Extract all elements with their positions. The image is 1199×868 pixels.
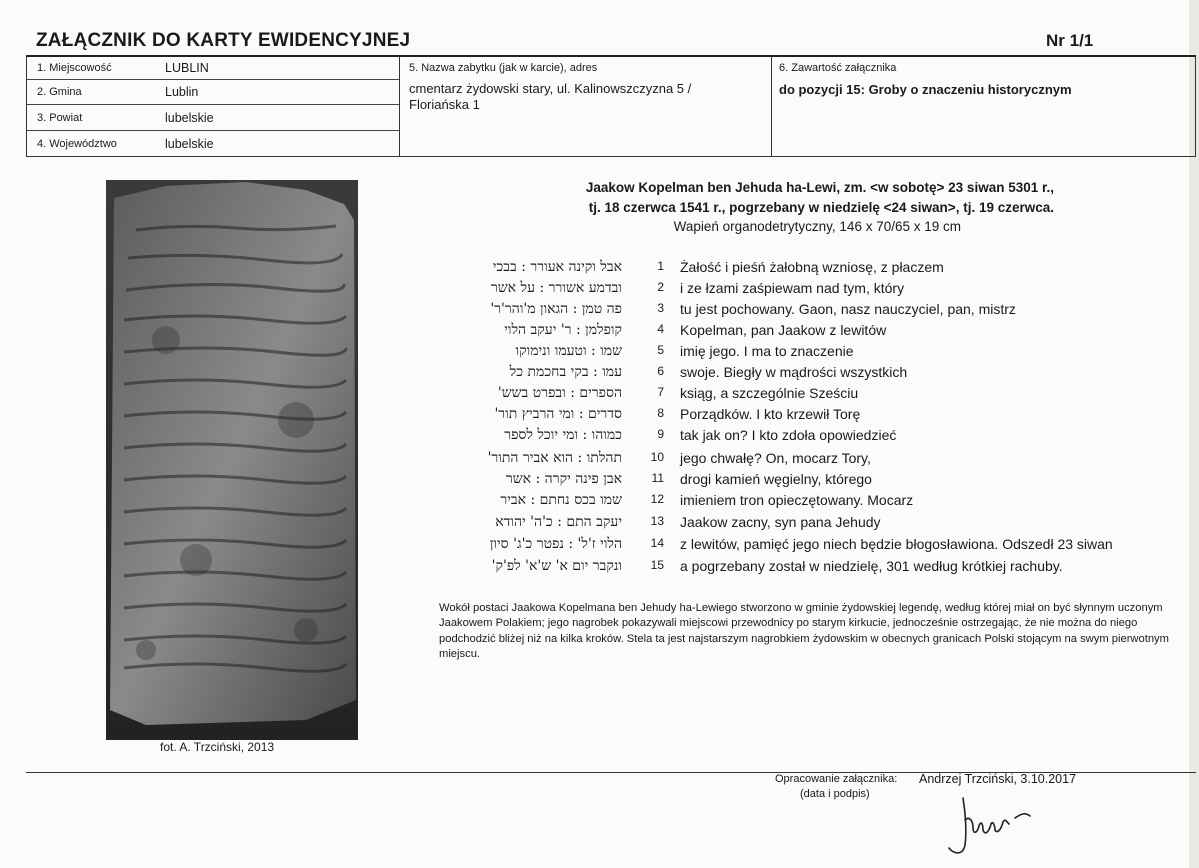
hebrew-text: שמו : וטעמו ונימוקו (515, 343, 622, 359)
legend-paragraph: Wokół postaci Jaakowa Kopelmana ben Jehudy ha-Lewiego stworzono w gminie żydowskiej legendę, według której miał on być słynnym uczonym Jaakowem Polakiem; jego nagrobek pokazywali miejscowi przewodnicy po starym kirkucie, jednocześnie ostrzegając, że nie można do niego podchodzić bliżej niż na kilka kroków. Stela ta jest najstarszym nagrobkiem żydowskim w obecnych granicach Polski stojącym na swym pierwotnym miejscu. (439, 602, 1169, 660)
inscription-line (430, 385, 1150, 406)
table-divider (771, 57, 772, 157)
inscription-line (430, 427, 1150, 448)
line-number: 11 (651, 471, 664, 485)
line-number: 8 (657, 406, 664, 420)
inscription-line (430, 280, 1150, 301)
hebrew-text: סדרים : ומי הרביץ תור' (494, 406, 622, 422)
field-value-powiat: lubelskie (165, 111, 214, 125)
field-value-miejscowosc: LUBLIN (165, 61, 209, 75)
inscription-line (430, 536, 1150, 557)
hebrew-text: אבל וקינה אעורר : בבכי (492, 259, 622, 275)
hebrew-text: שמו בכס נחתם : אביר (500, 492, 622, 508)
line-number: 15 (650, 558, 664, 572)
line-number: 14 (650, 536, 664, 550)
handwritten-signature (935, 790, 1035, 860)
hebrew-text: אבן פינה יקרה : אשר (505, 471, 622, 487)
field-label-nazwa: 5. Nazwa zabytku (jak w karcie), adres (409, 62, 598, 74)
hebrew-text: הספרים : ובפרט בשש' (497, 385, 622, 401)
hebrew-text: ונקבר יום א' ש'א' לפ'ק' (491, 558, 622, 574)
field-value-nazwa-line1: cmentarz żydowski stary, ul. Kalinowszczyzna 5 / (409, 81, 692, 96)
prepared-by-value: Andrzej Trzciński, 3.10.2017 (919, 772, 1077, 786)
line-number: 13 (650, 514, 664, 528)
hebrew-text: כמוהו : ומי יוכל לספר (504, 427, 622, 443)
hebrew-text: הלוי ז'ל' : נפטר כ'ג' סיון (489, 536, 622, 552)
inscription-line (430, 514, 1150, 535)
inscription-line (430, 558, 1150, 579)
inscription-line (430, 259, 1150, 280)
field-value-nazwa-line2: Floriańska 1 (409, 97, 480, 112)
gravestone-photo (106, 180, 358, 740)
inscription-line (430, 492, 1150, 513)
field-value-gmina: Lublin (165, 85, 199, 99)
line-number: 6 (657, 364, 664, 378)
line-number: 10 (650, 450, 664, 464)
inscription-line (430, 471, 1150, 492)
line-number: 5 (657, 343, 664, 357)
polish-translation: imię jego. I ma to znaczenie (680, 343, 854, 359)
line-number: 7 (657, 385, 664, 399)
attachment-number: Nr 1/1 (1046, 31, 1094, 50)
polish-translation: tu jest pochowany. Gaon, nasz nauczyciel, pan, mistrz (680, 301, 1016, 317)
photo-caption: fot. A. Trzciński, 2013 (160, 740, 275, 754)
field-label-wojewodztwo: 4. Województwo (37, 138, 117, 150)
document-title: ZAŁĄCZNIK DO KARTY EWIDENCYJNEJ (36, 30, 411, 51)
inscription-line (430, 450, 1150, 471)
inscription-line (430, 301, 1150, 322)
polish-translation: jego chwałę? On, mocarz Tory, (680, 450, 871, 466)
hebrew-text: יעקב התם : כ'ה' יהודא (495, 514, 622, 530)
line-number: 4 (657, 322, 664, 336)
row-divider (27, 104, 399, 105)
field-label-zawartosc: 6. Zawartość załącznika (779, 62, 897, 74)
hebrew-text: תהלתו : הוא אביר התור' (487, 450, 622, 466)
field-label-gmina: 2. Gmina (37, 86, 82, 98)
polish-translation: tak jak on? I kto zdoła opowiedzieć (680, 427, 897, 443)
line-number: 12 (650, 492, 664, 506)
grave-title-line1: Jaakow Kopelman ben Jehuda ha-Lewi, zm. <w sobotę> 23 siwan 5301 r., (585, 180, 1054, 195)
polish-translation: imieniem tron opieczętowany. Mocarz (680, 492, 914, 508)
polish-translation: Kopelman, pan Jaakow z lewitów (680, 322, 887, 338)
line-number: 3 (657, 301, 664, 315)
row-divider (27, 79, 399, 80)
hebrew-text: פה טמן : הגאון מ'והר'ר' (490, 301, 622, 317)
line-number: 2 (657, 280, 664, 294)
inscription-line (430, 406, 1150, 427)
inscription-line (430, 343, 1150, 364)
table-divider (399, 57, 400, 157)
line-number: 1 (657, 259, 664, 273)
field-value-zawartosc: do pozycji 15: Groby o znaczeniu historycznym (779, 82, 1072, 97)
prepared-by-label: Opracowanie załącznika: (775, 773, 898, 785)
inscription-line (430, 364, 1150, 385)
registry-table (26, 57, 1196, 157)
polish-translation: a pogrzebany został w niedzielę, 301 według krótkiej rachuby. (680, 558, 1063, 574)
hebrew-text: ובדמע אשורר : על אשר (490, 280, 622, 296)
polish-translation: swoje. Biegły w mądrości wszystkich (680, 364, 908, 380)
grave-material: Wapień organodetrytyczny, 146 x 70/65 x 19 cm (673, 219, 961, 234)
field-value-wojewodztwo: lubelskie (165, 137, 214, 151)
hebrew-text: עמו : בקי בחכמת כל (509, 364, 622, 380)
grave-title-line2: tj. 18 czerwca 1541 r., pogrzebany w niedzielę <24 siwan>, tj. 19 czerwca. (588, 200, 1054, 215)
hebrew-text: קופלמן : ר' יעקב הלוי (504, 322, 622, 338)
field-label-miejscowosc: 1. Miejscowość (37, 62, 112, 74)
polish-translation: drogi kamień węgielny, którego (680, 471, 872, 487)
field-label-powiat: 3. Powiat (37, 112, 83, 124)
polish-translation: z lewitów, pamięć jego niech będzie błogosławiona. Odszedł 23 siwan (680, 536, 1113, 552)
row-divider (27, 130, 399, 131)
line-number: 9 (657, 427, 664, 441)
polish-translation: Porządków. I kto krzewił Torę (680, 406, 861, 422)
prepared-by-sublabel: (data i podpis) (800, 788, 870, 800)
polish-translation: Żałość i pieśń żałobną wzniosę, z płaczem (680, 259, 944, 275)
polish-translation: ksiąg, a szczególnie Sześciu (680, 385, 859, 401)
polish-translation: i ze łzami zaśpiewam nad tym, który (680, 280, 905, 296)
polish-translation: Jaakow zacny, syn pana Jehudy (680, 514, 881, 530)
inscription-line (430, 322, 1150, 343)
